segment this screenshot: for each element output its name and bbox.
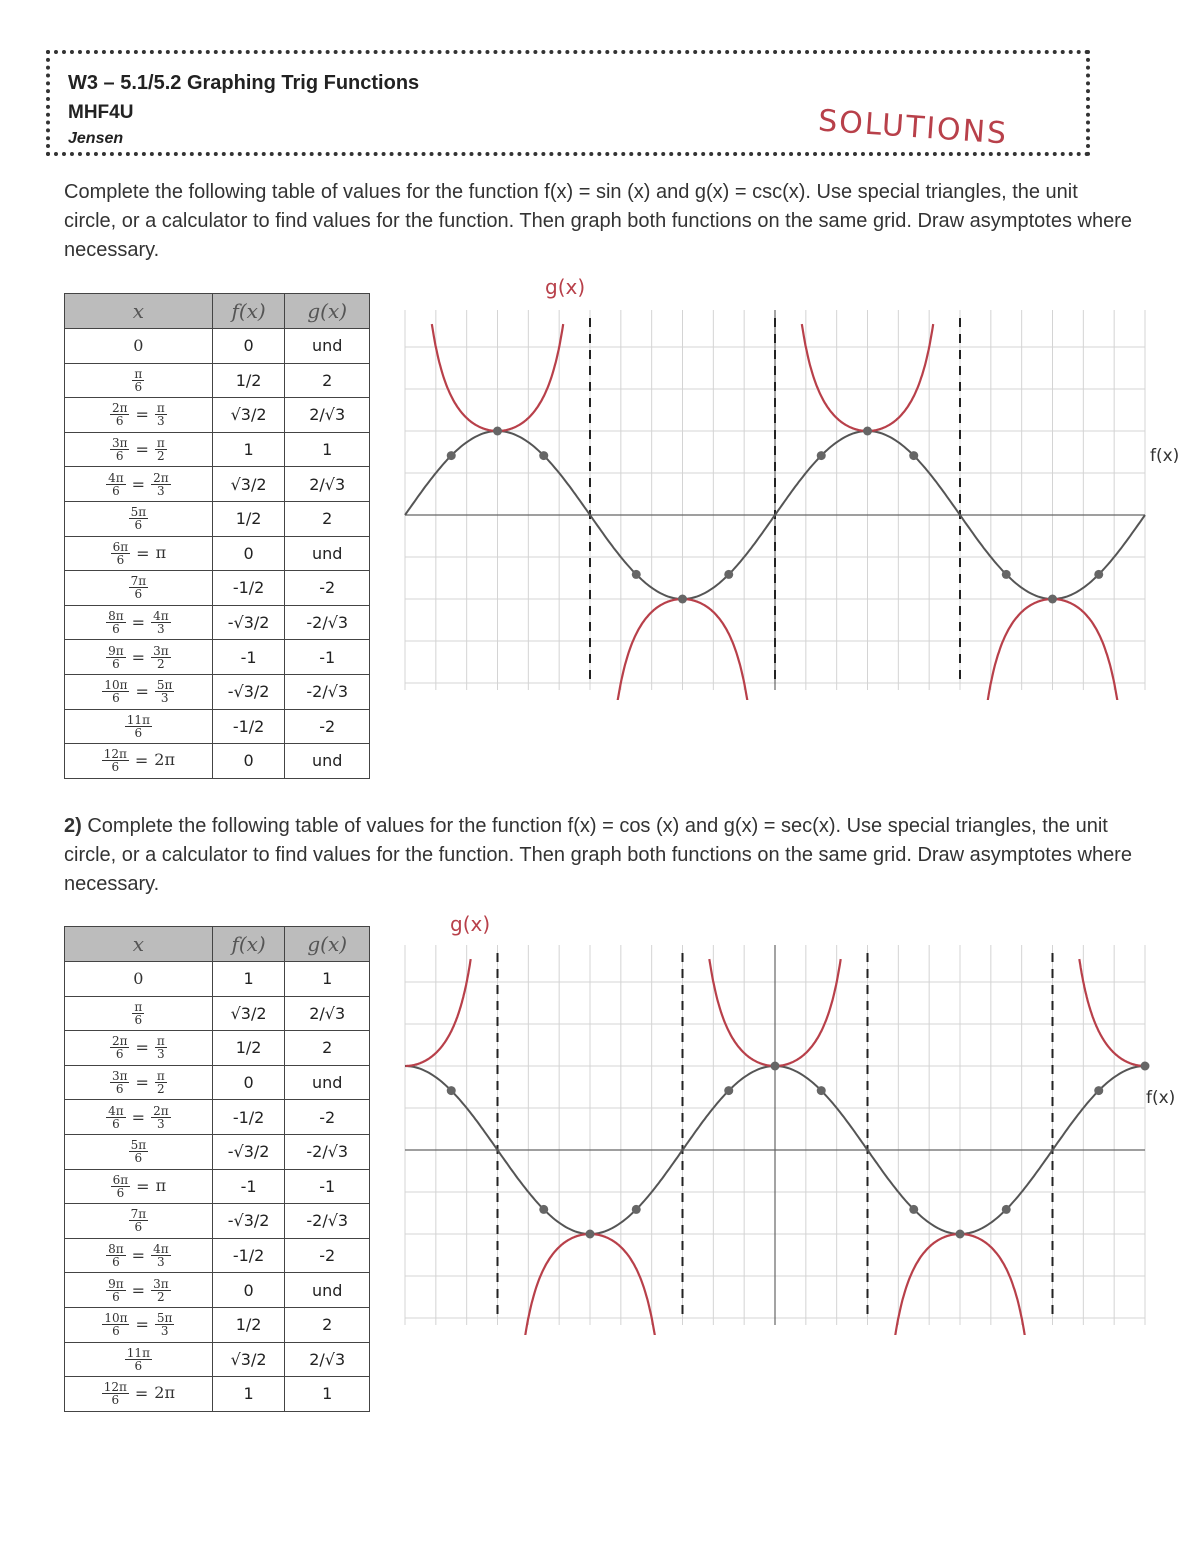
x-simplified-num: 5π bbox=[156, 678, 173, 693]
col-f: f(x) bbox=[212, 294, 285, 329]
x-fraction bbox=[111, 541, 131, 566]
worksheet-header bbox=[46, 50, 1090, 156]
g-value: 2 bbox=[285, 363, 370, 398]
g-value: -2/√3 bbox=[285, 1134, 370, 1169]
x-fraction bbox=[102, 1381, 129, 1406]
x-cell bbox=[65, 996, 213, 1031]
g-value: 2 bbox=[285, 1031, 370, 1066]
x-cell bbox=[65, 1065, 213, 1100]
x-fraction-num: 6π bbox=[112, 1172, 129, 1187]
x-fraction bbox=[110, 437, 130, 462]
x-fraction bbox=[106, 1243, 126, 1268]
x-fraction-den: 6 bbox=[134, 725, 143, 740]
col-g: g(x) bbox=[285, 927, 370, 962]
x-simplified-den: 2 bbox=[157, 656, 165, 671]
x-simplified-num: 4π bbox=[153, 1242, 169, 1257]
table-row bbox=[65, 501, 370, 536]
f-point bbox=[1048, 595, 1057, 604]
x-simplified bbox=[151, 1278, 171, 1303]
x-simplified-den: 2 bbox=[157, 1082, 165, 1097]
table-row bbox=[65, 674, 370, 709]
x-fraction-den: 6 bbox=[115, 414, 124, 429]
g-value: und bbox=[285, 744, 370, 779]
x-fraction-den: 6 bbox=[134, 1220, 143, 1235]
table-1 bbox=[64, 293, 370, 779]
equals-sign: = bbox=[135, 1038, 149, 1058]
x-fraction-num: 6π bbox=[112, 539, 129, 554]
equals-sign: = bbox=[135, 1073, 149, 1093]
f-value: 0 bbox=[212, 1065, 285, 1100]
x-simplified-num: π bbox=[156, 401, 165, 416]
x-fraction bbox=[102, 748, 129, 773]
x-fraction-num: 9π bbox=[108, 1276, 124, 1291]
f-value: 1/2 bbox=[212, 363, 285, 398]
f-value: 1 bbox=[212, 962, 285, 997]
x-cell bbox=[65, 1169, 213, 1204]
f-point bbox=[724, 570, 733, 579]
x-fraction-num: 12π bbox=[103, 747, 127, 762]
g-value: 1 bbox=[285, 432, 370, 467]
question-2-text bbox=[64, 812, 1134, 899]
x-fraction-num: 7π bbox=[130, 574, 147, 589]
table-row bbox=[65, 363, 370, 398]
table-row bbox=[65, 640, 370, 675]
equals-sign: = bbox=[131, 1107, 146, 1127]
x-cell bbox=[65, 329, 213, 364]
x-simplified-den: 3 bbox=[160, 691, 169, 706]
x-simplified-num: π bbox=[156, 1069, 165, 1084]
table-row bbox=[65, 1204, 370, 1239]
x-fraction-den: 6 bbox=[134, 1358, 143, 1373]
x-cell bbox=[65, 1134, 213, 1169]
x-fraction-num: 2π bbox=[111, 401, 128, 416]
x-simplified bbox=[155, 1070, 167, 1095]
table-row bbox=[65, 962, 370, 997]
x-fraction-den: 6 bbox=[116, 552, 125, 567]
x-cell bbox=[65, 432, 213, 467]
f-point bbox=[1141, 1062, 1150, 1071]
table-row bbox=[65, 467, 370, 502]
x-fraction-num: 3π bbox=[111, 436, 128, 451]
f-point bbox=[1002, 1205, 1011, 1214]
f-point bbox=[956, 1230, 965, 1239]
equals-sign: = bbox=[131, 1280, 146, 1300]
g-value: -2 bbox=[285, 709, 370, 744]
x-fraction bbox=[106, 472, 126, 497]
x-fraction-num: 4π bbox=[108, 470, 124, 485]
x-fraction-num: 4π bbox=[108, 1103, 124, 1118]
table-row bbox=[65, 1377, 370, 1412]
x-cell bbox=[65, 1204, 213, 1239]
g-value: -2/√3 bbox=[285, 605, 370, 640]
g-curve-branch bbox=[1079, 959, 1144, 1066]
x-simplified bbox=[155, 679, 175, 704]
g-value: -2 bbox=[285, 571, 370, 606]
f-value: 1 bbox=[212, 432, 285, 467]
x-value: 0 bbox=[133, 969, 144, 989]
x-fraction-den: 6 bbox=[116, 1185, 125, 1200]
x-fraction-den: 6 bbox=[134, 379, 143, 394]
equals-sign: = bbox=[131, 474, 146, 494]
x-fraction bbox=[125, 1347, 152, 1372]
x-fraction bbox=[110, 1070, 130, 1095]
g-value: 2 bbox=[285, 501, 370, 536]
f-value: 1/2 bbox=[212, 1307, 285, 1342]
x-fraction-den: 6 bbox=[112, 1324, 120, 1339]
f-value: -1/2 bbox=[212, 571, 285, 606]
x-simplified-den: 2 bbox=[157, 1289, 165, 1304]
question-1-text bbox=[64, 178, 1134, 265]
x-simplified-num: 3π bbox=[153, 643, 169, 658]
f-value: 0 bbox=[212, 536, 285, 571]
x-simplified bbox=[155, 1312, 175, 1337]
table-row bbox=[65, 398, 370, 433]
table-row bbox=[65, 1238, 370, 1273]
x-cell bbox=[65, 1342, 213, 1377]
f-value: -1/2 bbox=[212, 1238, 285, 1273]
x-fraction bbox=[102, 1312, 129, 1337]
table-row bbox=[65, 1100, 370, 1135]
col-g: g(x) bbox=[285, 294, 370, 329]
x-simplified-num: 5π bbox=[156, 1311, 173, 1326]
teacher-name: Jensen bbox=[68, 130, 124, 147]
question-2-body: Complete the following table of values for the function f(x) = cos (x) and g(x) = sec(x). Use special triangles, the unit circle, or a calculator to find values for the function. Then graph both functions on the same grid. Draw asymptotes where necessary. bbox=[64, 815, 1132, 895]
table-2 bbox=[64, 926, 370, 1412]
x-cell bbox=[65, 1273, 213, 1308]
f-point bbox=[817, 1086, 826, 1095]
x-fraction-num: 8π bbox=[108, 609, 124, 624]
x-cell bbox=[65, 709, 213, 744]
x-fraction bbox=[129, 506, 149, 531]
x-simplified bbox=[155, 437, 167, 462]
col-x: x bbox=[65, 927, 213, 962]
f-point bbox=[678, 595, 687, 604]
x-cell bbox=[65, 1377, 213, 1412]
table-row bbox=[65, 1169, 370, 1204]
col-f: f(x) bbox=[212, 927, 285, 962]
g-value: 2/√3 bbox=[285, 467, 370, 502]
x-fraction-num: 7π bbox=[130, 1207, 147, 1222]
x-fraction-den: 6 bbox=[134, 1151, 143, 1166]
g-value: 2/√3 bbox=[285, 398, 370, 433]
x-fraction-den: 6 bbox=[112, 1116, 120, 1131]
x-simplified-num: 2π bbox=[153, 1103, 169, 1118]
table-row bbox=[65, 536, 370, 571]
table-row bbox=[65, 1307, 370, 1342]
x-fraction-den: 6 bbox=[112, 691, 120, 706]
x-simplified-den: 2 bbox=[157, 449, 165, 464]
table-row bbox=[65, 1273, 370, 1308]
table-row bbox=[65, 329, 370, 364]
x-fraction bbox=[132, 1001, 144, 1026]
x-fraction bbox=[102, 679, 129, 704]
equals-sign: = bbox=[135, 682, 149, 702]
x-cell bbox=[65, 571, 213, 606]
x-value: 0 bbox=[133, 336, 144, 356]
g-value: und bbox=[285, 329, 370, 364]
equals-sign: = bbox=[135, 405, 149, 425]
x-fraction-num: 12π bbox=[103, 1380, 127, 1395]
x-cell bbox=[65, 674, 213, 709]
g-value: -2 bbox=[285, 1100, 370, 1135]
x-fraction-num: π bbox=[134, 999, 143, 1014]
f-value: -1/2 bbox=[212, 1100, 285, 1135]
table-1-header bbox=[65, 294, 370, 329]
f-value: -√3/2 bbox=[212, 605, 285, 640]
x-simplified-den: 3 bbox=[157, 414, 165, 429]
equals-sign: = bbox=[136, 1176, 150, 1196]
worksheet-title: W3 – 5.1/5.2 Graphing Trig Functions bbox=[68, 72, 420, 94]
f-value: -1 bbox=[212, 1169, 285, 1204]
g-value: und bbox=[285, 1065, 370, 1100]
x-fraction bbox=[132, 368, 144, 393]
equals-sign: = bbox=[131, 613, 146, 633]
equals-sign: = bbox=[131, 647, 146, 667]
graph-2-f-label: f(x) bbox=[1146, 1088, 1176, 1108]
x-cell bbox=[65, 640, 213, 675]
x-fraction-num: 3π bbox=[111, 1069, 128, 1084]
x-fraction bbox=[106, 1105, 126, 1130]
f-value: 0 bbox=[212, 329, 285, 364]
f-value: 0 bbox=[212, 1273, 285, 1308]
x-simplified bbox=[155, 402, 167, 427]
x-cell bbox=[65, 1307, 213, 1342]
x-cell bbox=[65, 744, 213, 779]
x-simplified: 2π bbox=[154, 1383, 175, 1403]
x-fraction bbox=[110, 1035, 130, 1060]
equals-sign: = bbox=[135, 440, 149, 460]
equals-sign: = bbox=[135, 1315, 149, 1335]
g-value: -2/√3 bbox=[285, 674, 370, 709]
x-fraction-den: 6 bbox=[111, 760, 120, 775]
x-fraction-num: 8π bbox=[108, 1242, 124, 1257]
x-fraction-den: 6 bbox=[134, 518, 143, 533]
f-value: √3/2 bbox=[212, 467, 285, 502]
x-simplified-den: 3 bbox=[157, 1047, 165, 1062]
g-curve-branch bbox=[406, 959, 471, 1066]
f-point bbox=[447, 451, 456, 460]
f-point bbox=[724, 1086, 733, 1095]
equals-sign: = bbox=[131, 1246, 146, 1266]
x-cell bbox=[65, 536, 213, 571]
f-value: -√3/2 bbox=[212, 1134, 285, 1169]
graph-1-g-label: g(x) bbox=[545, 275, 586, 299]
x-fraction-den: 6 bbox=[115, 1047, 124, 1062]
g-value: 1 bbox=[285, 1377, 370, 1412]
f-point bbox=[493, 427, 502, 436]
graph-1-f-label: f(x) bbox=[1150, 446, 1180, 466]
table-row bbox=[65, 1134, 370, 1169]
f-value: 1 bbox=[212, 1377, 285, 1412]
x-fraction-den: 6 bbox=[112, 1255, 120, 1270]
g-value: -1 bbox=[285, 1169, 370, 1204]
table-row bbox=[65, 571, 370, 606]
table-row bbox=[65, 744, 370, 779]
x-fraction bbox=[129, 1139, 149, 1164]
x-cell bbox=[65, 363, 213, 398]
f-point bbox=[1094, 1086, 1103, 1095]
x-fraction-den: 6 bbox=[112, 1289, 120, 1304]
x-simplified: 2π bbox=[154, 750, 175, 770]
f-point bbox=[909, 1205, 918, 1214]
x-cell bbox=[65, 467, 213, 502]
x-fraction-den: 6 bbox=[112, 483, 120, 498]
x-fraction-num: 9π bbox=[108, 643, 124, 658]
x-fraction-num: 10π bbox=[104, 1311, 128, 1326]
x-simplified-num: π bbox=[156, 436, 165, 451]
x-simplified-den: 3 bbox=[157, 1116, 165, 1131]
equals-sign: = bbox=[136, 543, 150, 563]
x-cell bbox=[65, 962, 213, 997]
x-simplified bbox=[151, 645, 171, 670]
f-point bbox=[447, 1086, 456, 1095]
x-simplified-den: 3 bbox=[157, 1255, 165, 1270]
x-cell bbox=[65, 1031, 213, 1066]
x-simplified bbox=[155, 1035, 167, 1060]
x-fraction-num: 11π bbox=[126, 712, 150, 727]
question-1-body: Complete the following table of values for the function f(x) = sin (x) and g(x) = csc(x). Use special triangles, the unit circle, or a calculator to find values for the function. Then graph both functions on the same grid. Draw asymptotes where necessary. bbox=[64, 181, 1132, 261]
table-row bbox=[65, 1342, 370, 1377]
x-simplified: π bbox=[155, 1175, 167, 1195]
x-cell bbox=[65, 1100, 213, 1135]
f-point bbox=[632, 570, 641, 579]
g-value: 2 bbox=[285, 1307, 370, 1342]
equals-sign: = bbox=[134, 751, 149, 771]
g-value: und bbox=[285, 1273, 370, 1308]
table-row bbox=[65, 996, 370, 1031]
x-simplified-den: 3 bbox=[157, 622, 165, 637]
x-fraction bbox=[106, 645, 126, 670]
question-2-number: 2) bbox=[64, 815, 82, 837]
f-point bbox=[863, 427, 872, 436]
f-point bbox=[1094, 570, 1103, 579]
x-simplified bbox=[151, 1243, 171, 1268]
table-row bbox=[65, 709, 370, 744]
x-fraction bbox=[106, 610, 126, 635]
table-row bbox=[65, 1031, 370, 1066]
table-row bbox=[65, 1065, 370, 1100]
table-row bbox=[65, 605, 370, 640]
f-point bbox=[632, 1205, 641, 1214]
f-value: √3/2 bbox=[212, 398, 285, 433]
graph-1 bbox=[395, 300, 1165, 700]
x-fraction bbox=[129, 575, 149, 600]
x-fraction-num: 2π bbox=[111, 1034, 128, 1049]
x-simplified: π bbox=[155, 542, 167, 562]
x-simplified bbox=[151, 472, 171, 497]
x-fraction-den: 6 bbox=[112, 622, 120, 637]
x-fraction-den: 6 bbox=[134, 587, 143, 602]
f-point bbox=[586, 1230, 595, 1239]
f-value: -1 bbox=[212, 640, 285, 675]
x-fraction-num: π bbox=[134, 366, 143, 381]
f-point bbox=[539, 451, 548, 460]
equals-sign: = bbox=[134, 1384, 149, 1404]
f-value: 1/2 bbox=[212, 1031, 285, 1066]
course-code: MHF4U bbox=[68, 102, 134, 123]
table-row bbox=[65, 432, 370, 467]
x-fraction-num: 11π bbox=[126, 1345, 150, 1360]
x-fraction-num: 5π bbox=[130, 505, 147, 520]
f-value: 1/2 bbox=[212, 501, 285, 536]
f-point bbox=[771, 1062, 780, 1071]
x-fraction bbox=[106, 1278, 126, 1303]
f-value: √3/2 bbox=[212, 1342, 285, 1377]
x-cell bbox=[65, 1238, 213, 1273]
x-cell bbox=[65, 398, 213, 433]
solutions-handwritten: SOLUTIONS bbox=[817, 103, 1010, 152]
table-2-body bbox=[65, 962, 370, 1412]
x-simplified-num: π bbox=[156, 1034, 165, 1049]
x-simplified-num: 3π bbox=[153, 1276, 169, 1291]
f-value: √3/2 bbox=[212, 996, 285, 1031]
f-point bbox=[1002, 570, 1011, 579]
f-point bbox=[539, 1205, 548, 1214]
f-point bbox=[909, 451, 918, 460]
x-cell bbox=[65, 605, 213, 640]
x-simplified-den: 3 bbox=[160, 1324, 169, 1339]
x-simplified-den: 3 bbox=[157, 483, 165, 498]
graph-2 bbox=[395, 935, 1165, 1335]
x-fraction-den: 6 bbox=[115, 449, 124, 464]
x-fraction bbox=[125, 714, 152, 739]
x-fraction-den: 6 bbox=[111, 1393, 120, 1408]
g-value: 2/√3 bbox=[285, 996, 370, 1031]
x-fraction bbox=[111, 1174, 131, 1199]
g-value: -2 bbox=[285, 1238, 370, 1273]
g-value: 1 bbox=[285, 962, 370, 997]
x-fraction-den: 6 bbox=[134, 1012, 143, 1027]
g-value: -1 bbox=[285, 640, 370, 675]
x-simplified bbox=[151, 610, 171, 635]
f-value: -√3/2 bbox=[212, 674, 285, 709]
x-cell bbox=[65, 501, 213, 536]
g-value: -2/√3 bbox=[285, 1204, 370, 1239]
table-2-header bbox=[65, 927, 370, 962]
x-fraction bbox=[129, 1208, 149, 1233]
x-simplified bbox=[151, 1105, 171, 1130]
f-point bbox=[817, 451, 826, 460]
x-simplified-num: 2π bbox=[153, 470, 169, 485]
col-x: x bbox=[65, 294, 213, 329]
x-fraction-den: 6 bbox=[112, 656, 120, 671]
f-value: 0 bbox=[212, 744, 285, 779]
x-fraction-num: 5π bbox=[130, 1138, 147, 1153]
graph-2-g-label: g(x) bbox=[450, 912, 491, 936]
g-value: und bbox=[285, 536, 370, 571]
x-fraction-den: 6 bbox=[115, 1082, 124, 1097]
table-1-body bbox=[65, 329, 370, 779]
g-value: 2/√3 bbox=[285, 1342, 370, 1377]
f-value: -1/2 bbox=[212, 709, 285, 744]
x-fraction-num: 10π bbox=[104, 678, 128, 693]
x-fraction bbox=[110, 402, 130, 427]
x-simplified-num: 4π bbox=[153, 609, 169, 624]
f-value: -√3/2 bbox=[212, 1204, 285, 1239]
